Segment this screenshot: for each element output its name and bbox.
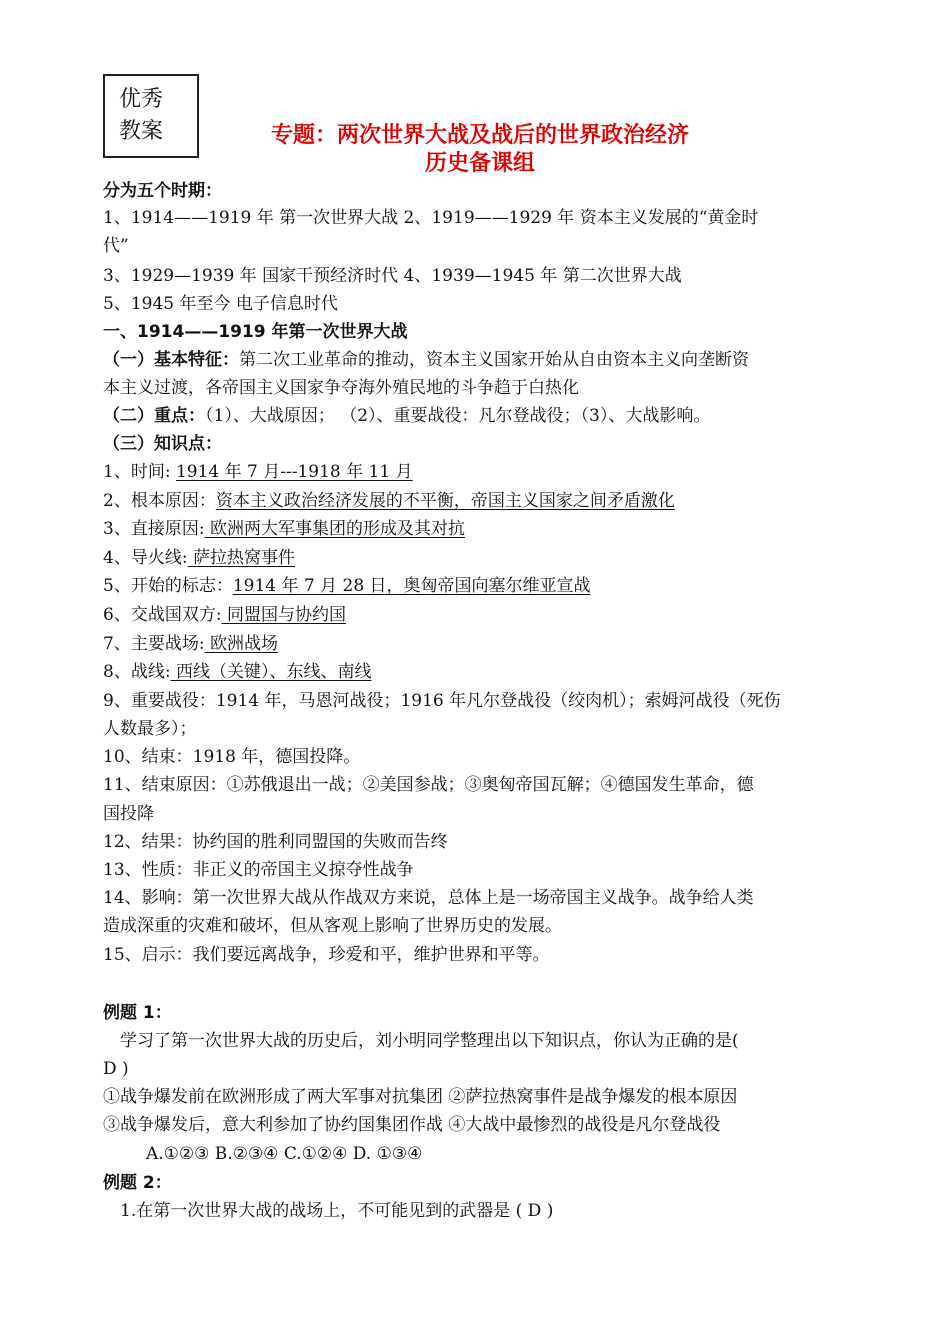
point-11: 11、结束原因：①苏俄退出一战；②美国参战；③奥匈帝国瓦解；④德国发生革命，德 [103, 775, 754, 795]
badge-line-1: 优秀 [119, 87, 164, 112]
example-1-heading: 例题 1： [103, 1003, 172, 1023]
feature-line [103, 346, 848, 374]
point-label: 5、开始的标志： [103, 576, 233, 596]
page-subtitle: 历史备课组 [424, 151, 535, 176]
point-answer: 西线（关键）、东线、南线 [170, 662, 372, 682]
point-answer: 1914 年 7 月---1918 年 11 月 [175, 462, 413, 482]
point-11-cont: 国投降 [103, 804, 154, 824]
badge-line-2: 教案 [119, 119, 164, 144]
point-label: 8、战线: [103, 662, 171, 682]
point-4 [103, 544, 848, 572]
feature-label: （一）基本特征： [103, 350, 239, 370]
periods-heading: 分为五个时期： [103, 181, 222, 201]
section-heading: 一、1914——1919 年第一次世界大战 [103, 322, 408, 342]
point-answer: 同盟国与协约国 [221, 605, 346, 625]
point-answer: 1914 年 7 月 28 日，奥匈帝国向塞尔维亚宣战 [232, 576, 591, 596]
feature-line-2: 本主义过渡，各帝国主义国家争夺海外殖民地的斗争趋于白热化 [103, 378, 579, 398]
point-9: 9、重要战役：1914 年，马恩河战役；1916 年凡尔登战役（绞肉机）；索姆河战役（死伤 [103, 691, 781, 711]
point-answer: 欧洲两大军事集团的形成及其对抗 [204, 519, 465, 539]
focus-label: （二）重点： [103, 406, 205, 426]
point-14-cont: 造成深重的灾难和破坏，但从客观上影响了世界历史的发展。 [103, 916, 562, 936]
point-5 [103, 572, 848, 600]
point-2 [103, 487, 848, 515]
period-line-3: 5、1945 年至今 电子信息时代 [103, 294, 338, 314]
period-line-1: 1、1914——1919 年 第一次世界大战 2、1919——1929 年 资本主义发展的“黄金时 [103, 208, 759, 228]
point-label: 7、主要战场: [103, 634, 205, 654]
example-1-question: 学习了第一次世界大战的历史后，刘小明同学整理出以下知识点，你认为正确的是( [120, 1031, 739, 1051]
point-answer: 萨拉热窝事件 [187, 548, 295, 568]
example-1-answer: D ) [103, 1059, 129, 1079]
example-2-question: 1.在第一次世界大战的战场上，不可能见到的武器是 ( D ) [120, 1201, 554, 1221]
example-1-options: A.①②③ B.②③④ C.①②④ D. ①③④ [146, 1144, 423, 1164]
point-label: 3、直接原因: [103, 519, 205, 539]
page-title: 专题：两次世界大战及战后的世界政治经济 [270, 123, 689, 148]
point-15: 15、启示：我们要远离战争，珍爱和平，维护世界和平等。 [103, 945, 550, 965]
point-label: 2、根本原因： [103, 491, 216, 511]
point-8 [103, 658, 848, 686]
feature-text: 第二次工业革命的推动，资本主义国家开始从自由资本主义向垄断资 [239, 350, 749, 370]
example-1-statements-1: ①战争爆发前在欧洲形成了两大军事对抗集团 ②萨拉热窝事件是战争爆发的根本原因 [103, 1087, 738, 1107]
period-line-2: 3、1929—1939 年 国家干预经济时代 4、1939—1945 年 第二次世界大战 [103, 266, 682, 286]
point-answer: 资本主义政治经济发展的不平衡，帝国主义国家之间矛盾激化 [215, 491, 675, 511]
point-label: 1、时间: [103, 462, 176, 482]
focus-line [103, 402, 848, 430]
point-7 [103, 630, 848, 658]
excellent-lesson-badge [103, 74, 199, 158]
point-10: 10、结束：1918 年，德国投降。 [103, 747, 361, 767]
point-3 [103, 515, 848, 543]
focus-text: （1）、大战原因； （2）、重要战役：凡尔登战役；（3）、大战影响。 [205, 406, 711, 426]
point-6 [103, 601, 848, 629]
period-line-1b: 代” [103, 236, 129, 256]
point-label: 6、交战国双方: [103, 605, 222, 625]
example-2-heading: 例题 2： [103, 1173, 172, 1193]
point-14: 14、影响：第一次世界大战从作战双方来说，总体上是一场帝国主义战争。战争给人类 [103, 888, 754, 908]
point-12: 12、结果：协约国的胜利同盟国的失败而告终 [103, 832, 448, 852]
point-9-cont: 人数最多）； [103, 719, 197, 739]
point-13: 13、性质：非正义的帝国主义掠夺性战争 [103, 860, 414, 880]
point-1 [103, 458, 848, 486]
point-label: 4、导火线: [103, 548, 188, 568]
knowledge-heading: （三）知识点： [103, 434, 222, 454]
point-answer: 欧洲战场 [204, 634, 278, 654]
example-1-statements-2: ③战争爆发后，意大利参加了协约国集团作战 ④大战中最惨烈的战役是凡尔登战役 [103, 1115, 721, 1135]
